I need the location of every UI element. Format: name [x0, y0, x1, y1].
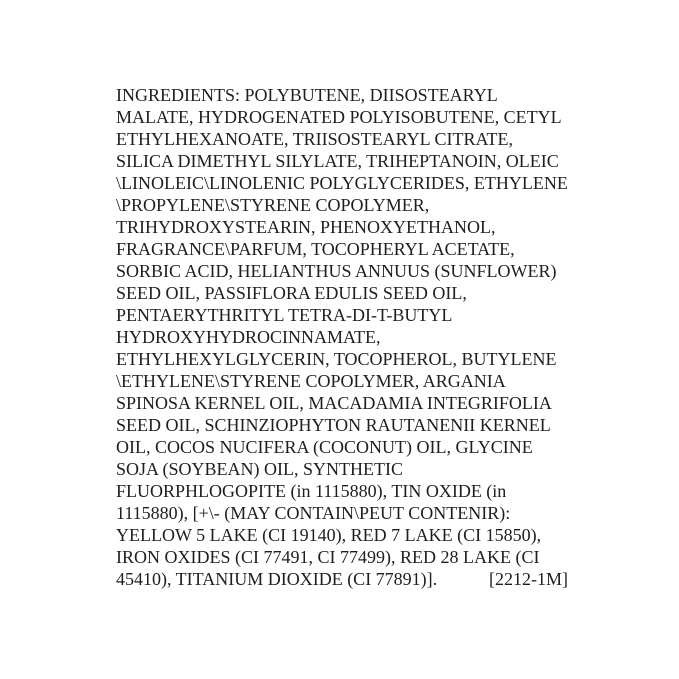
ingredients-line: FLUORPHLOGOPITE (in 1115880), TIN OXIDE (in	[116, 481, 507, 501]
ingredients-line: IRON OXIDES (CI 77491, CI 77499), RED 28 LAKE (CI	[116, 547, 540, 567]
ingredients-line: \LINOLEIC\LINOLENIC POLYGLYCERIDES, ETHYLENE	[116, 173, 568, 193]
ingredients-line-final-text: 45410), TITANIUM DIOXIDE (CI 77891)].	[116, 569, 438, 589]
batch-code: [2212-1M]	[489, 569, 568, 589]
ingredients-line: SOJA (SOYBEAN) OIL, SYNTHETIC	[116, 459, 403, 479]
ingredients-line: SPINOSA KERNEL OIL, MACADAMIA INTEGRIFOLIA	[116, 393, 552, 413]
ingredients-line: ETHYLHEXANOATE, TRIISOSTEARYL CITRATE,	[116, 129, 513, 149]
ingredients-line: SORBIC ACID, HELIANTHUS ANNUUS (SUNFLOWER)	[116, 261, 557, 281]
ingredients-line: OIL, COCOS NUCIFERA (COCONUT) OIL, GLYCINE	[116, 437, 533, 457]
ingredients-line: FRAGRANCE\PARFUM, TOCOPHERYL ACETATE,	[116, 239, 515, 259]
ingredients-line: SEED OIL, PASSIFLORA EDULIS SEED OIL,	[116, 283, 467, 303]
ingredients-line: INGREDIENTS: POLYBUTENE, DIISOSTEARYL	[116, 85, 498, 105]
ingredients-line: MALATE, HYDROGENATED POLYISOBUTENE, CETYL	[116, 107, 562, 127]
ingredients-line: HYDROXYHYDROCINNAMATE,	[116, 327, 381, 347]
ingredients-line: SEED OIL, SCHINZIOPHYTON RAUTANENII KERNEL	[116, 415, 551, 435]
ingredients-line: YELLOW 5 LAKE (CI 19140), RED 7 LAKE (CI 15850),	[116, 525, 542, 545]
ingredients-last-line	[116, 568, 568, 590]
ingredients-line: ETHYLHEXYLGLYCERIN, TOCOPHEROL, BUTYLENE	[116, 349, 557, 369]
ingredients-line: SILICA DIMETHYL SILYLATE, TRIHEPTANOIN, OLEIC	[116, 151, 559, 171]
ingredients-line: TRIHYDROXYSTEARIN, PHENOXYETHANOL,	[116, 217, 496, 237]
ingredients-line: \PROPYLENE\STYRENE COPOLYMER,	[116, 195, 430, 215]
ingredients-text-block	[116, 84, 568, 590]
ingredients-line: PENTAERYTHRITYL TETRA-DI-T-BUTYL	[116, 305, 453, 325]
ingredients-line: \ETHYLENE\STYRENE COPOLYMER, ARGANIA	[116, 371, 506, 391]
ingredients-line: 1115880), [+\- (MAY CONTAIN\PEUT CONTENIR):	[116, 503, 511, 523]
